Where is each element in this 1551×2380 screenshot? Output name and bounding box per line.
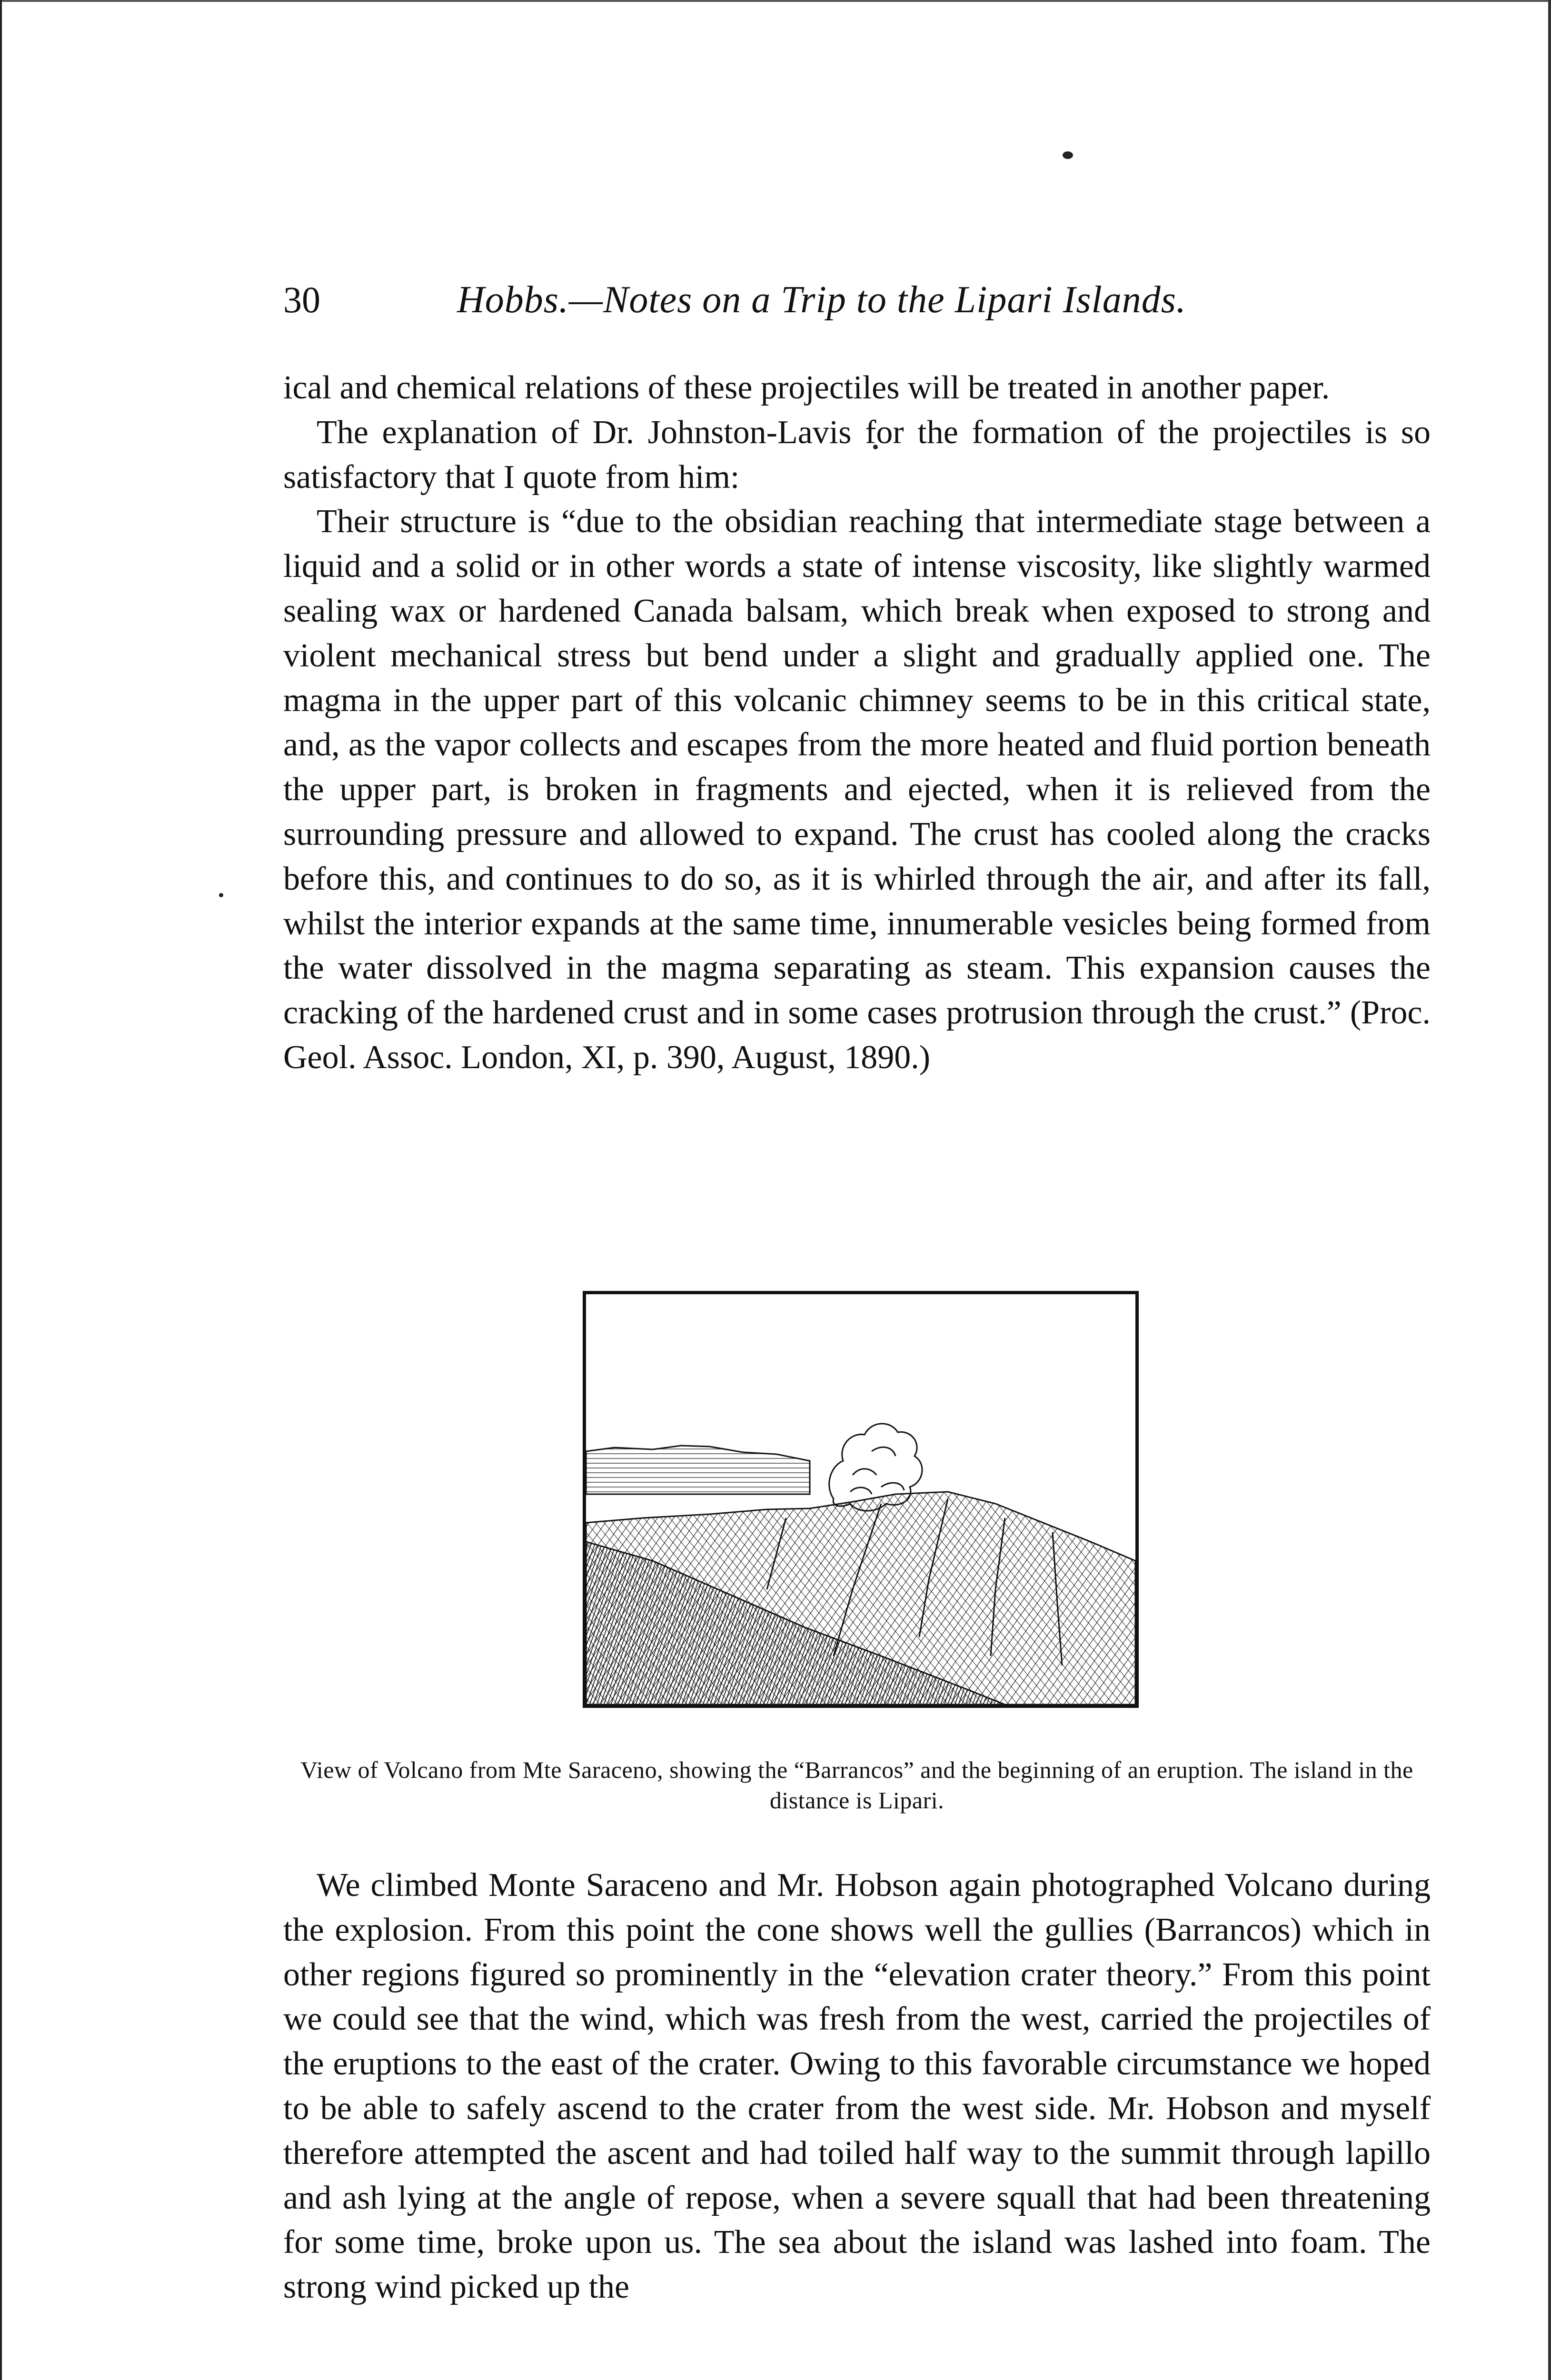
body-text-bottom — [283, 1863, 1431, 2310]
ink-speck — [219, 893, 223, 897]
paragraph: ical and chemical relations of these projectiles will be treated in another paper. — [283, 369, 1330, 406]
figure-caption: View of Volcano from Mte Saraceno, showing the “Barrancos” and the beginning of an eruption. The island in the distance is Lipari. — [300, 1756, 1413, 1814]
volcano-illustration — [583, 1291, 1139, 1708]
page-edge-left — [0, 0, 2, 2380]
quote-paragraph: Their structure is “due to the obsidian reaching that intermediate stage between a liquid and a solid or in other words a state of intense viscosity, like slightly warmed sealing wax or hardened Canada balsam, which break when exposed to strong and violent mechanical stress but bend under a slight and gradually applied one. The magma in the upper part of this volcanic chimney seems to be in this critical state, and, as the vapor collects and escapes from the more heated and fluid portion beneath the upper part, is broken in fragments and ejected, when it is relieved from the surrounding pressure and allowed to expand. The crust has cooled along the cracks before this, and continues to do so, as it is whirled through the air, and after its fall, whilst the interior expands at the same time, innumerable vesicles being formed from the water dissolved in the magma separating as steam. This expansion causes the cracking of the hardened crust and in some cases protrusion through the crust.” (Proc. Geol. Assoc. London, XI, p. 390, August, 1890.) — [283, 503, 1431, 1076]
paragraph: We climbed Monte Saraceno and Mr. Hobson again photographed Volcano during the explosion. From this point the cone shows well the gullies (Barrancos) which in other regions figured so prominently in the “elevation crater theory.” From this point we could see that the wind, which was fresh from the west, carried the projectiles of the eruptions to the east of the crater. Owing to this favorable circumstance we hoped to be able to safely ascend to the crater from the west side. Mr. Hobson and myself therefore attempted the ascent and had toiled half way to the summit through lapillo and ash lying at the angle of repose, when a severe squall that had been threatening for some time, broke upon us. The sea about the island was lashed into foam. The strong wind picked up the — [283, 1867, 1431, 2306]
page-edge-right — [1548, 0, 1551, 2380]
body-text-top — [283, 366, 1431, 1080]
ink-speck — [1063, 151, 1073, 159]
volcano-drawing — [586, 1294, 1135, 1705]
paragraph: The explanation of Dr. Johnston-Lavis for the formation of the projectiles is so satisfactory that I quote from him: — [283, 414, 1431, 496]
distant-island — [586, 1446, 810, 1494]
running-title: Hobbs.—Notes on a Trip to the Lipari Islands. — [457, 279, 1186, 321]
page-header — [283, 274, 1431, 326]
page-number: 30 — [283, 279, 320, 320]
page-edge-top — [0, 0, 1551, 2]
